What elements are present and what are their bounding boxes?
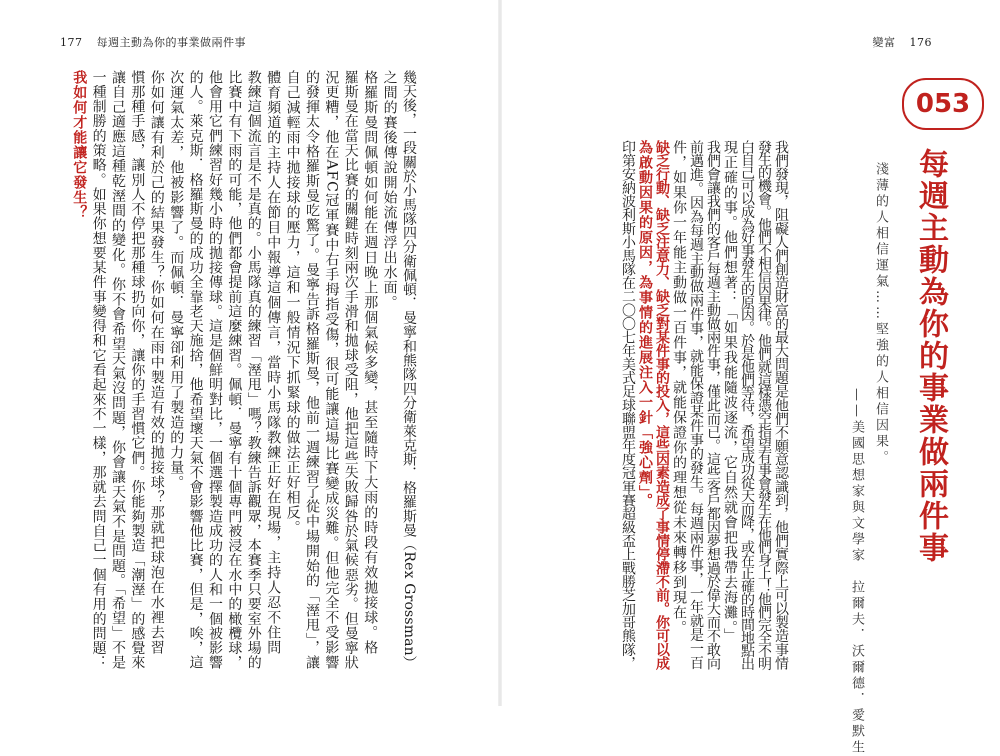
text-column: 的人。萊克斯．格羅斯曼的成功全靠老天施捨，他希望壞天氣不會影響他比賽，但是，唉，這 — [187, 70, 204, 670]
text-column: 白自己可以成為好事發生的原因。於是他們等待，希望成功從天而降，或在正確的時間地點出 — [739, 140, 755, 670]
text-column: 件，如果你一年能主動做一百件事，就能保證你的理想從未來轉移到現在。 — [671, 140, 687, 635]
text-column: 發生的機會。他們不相信因果律。他們就這樣憑空指望有事會發生在他們身上！他們完全不明 — [756, 140, 772, 670]
text-column: 缺乏行動、缺乏注意力、缺乏對某件事的投入，這些因素造成了事情停滯不前。你可以成 — [654, 140, 670, 670]
text-column: 幾天後，一段關於小馬隊四分衛佩頓．曼寧和熊隊四分衛萊克斯．格羅斯曼（Rex Grossman） — [401, 70, 417, 670]
text-column: 印第安納波利斯小馬隊在二〇〇七年美式足球聯盟年度冠軍賽超級盃上戰勝芝加哥熊隊， — [620, 140, 636, 670]
epigraph-quote: 淺薄的人相信運氣……堅強的人相信因果。 — [873, 162, 888, 466]
right-page-header — [873, 34, 943, 50]
left-running-title: 每週主動為你的事業做兩件事 — [96, 36, 246, 49]
chapter-title: 每週主動為你的事業做兩件事 — [913, 148, 948, 564]
text-column: 我們發現，阻礙人們創造財富的最大問題是他們不願意認識到，他們實際上可以製造事情 — [773, 140, 789, 670]
left-page-header — [60, 34, 256, 50]
text-column: 為啟動因果的原因，為事情的進展注入一針「強心劑」。 — [637, 140, 653, 508]
text-column: 次運氣太差，他被影響了。而佩頓．曼寧卻利用了製造的力量。 — [168, 70, 185, 490]
text-column: 的發揮太令格羅斯曼吃驚了。曼寧告訴格羅斯曼，他前一週練習了從中場開始的「溼甩」，讓 — [304, 70, 320, 670]
text-column: 我們會讓我們的客戶每週主動做兩件事，僅此而已。這些客戶都因夢想過於偉大而不敢向 — [705, 140, 721, 670]
text-column: 況更糟，他在AFC冠軍賽中右手拇指受傷，很可能讓這場比賽變成災難。但他完全不受影響 — [323, 70, 340, 670]
text-column: 體育頻道的主持人在節目中報導這個傳言，當時小馬隊教練正好在現場，主持人忍不住問 — [265, 70, 282, 655]
book-gutter — [498, 0, 502, 706]
right-page-number: 176 — [909, 36, 932, 49]
text-column: 現正確的事。他們想著：「如果我能隨波逐流，它自然就會把我帶去海灘。」 — [722, 140, 738, 643]
text-column: 之間的賽後傳說開始流傳浮出水面。 — [381, 70, 398, 310]
text-column: 教練這個流言是不是真的。小馬隊真的練習「溼甩」嗎？教練告訴觀眾，本賽季只要室外場的 — [245, 70, 262, 670]
chapter-number: 053 — [915, 89, 971, 119]
text-column: 你如何讓有利於己的結果發生？你如何在雨中製造有效的拋接球？那就把球泡在水裡去習 — [148, 70, 165, 655]
text-column: 慣那種手感，讓別人不停把那種球扔向你，讓你的手習慣它們。你能夠製造「潮溼」的感覺來 — [129, 70, 146, 670]
text-column: 一種制勝的策略。如果你想要某件事變得和它看起來不一樣，那就去問自己一個有用的問題： — [90, 70, 107, 670]
right-running-title: 變富 — [872, 36, 896, 49]
text-column: 我如何才能讓它發生？ — [71, 70, 88, 220]
text-column: 他會用它們練習好幾小時的拋接傳球。這是個鮮明對比，一個選擇製造成功的人和一個被影響 — [207, 70, 223, 670]
text-column: 格羅斯曼問佩頓如何能在週日晚上那個氣候多變，甚至隨時下大雨的時段有效拋接球。格 — [362, 70, 379, 655]
text-column: 比賽中有下雨的可能，他們都會提前這麼練習。佩頓．曼寧有十個專門被浸在水中的橄欖球， — [226, 70, 243, 670]
text-column: 羅斯曼在當天比賽的關鍵時刻兩次手滑和拋球受阻，他把這些失敗歸咎於氣候惡劣。但曼寧狀 — [342, 70, 359, 670]
text-column: 自己減輕雨中拋接球的壓力，這和一般情況下抓緊球的做法正好相反。 — [284, 70, 301, 535]
left-page-number: 177 — [60, 36, 83, 49]
text-column: 讓自己適應這種乾溼間的變化。你不會希望天氣沒問題，你會讓天氣不是問題。「希望」不是 — [110, 70, 126, 670]
epigraph-attribution: ——美國思想家與文學家 拉爾夫．沃爾德．愛默生 — [849, 388, 864, 756]
text-column: 前邁進。因為每週主動做兩件事，就能保證某件事的發生。每週兩件事，一年就是一百 — [688, 140, 704, 670]
chapter-number-badge — [902, 78, 984, 130]
